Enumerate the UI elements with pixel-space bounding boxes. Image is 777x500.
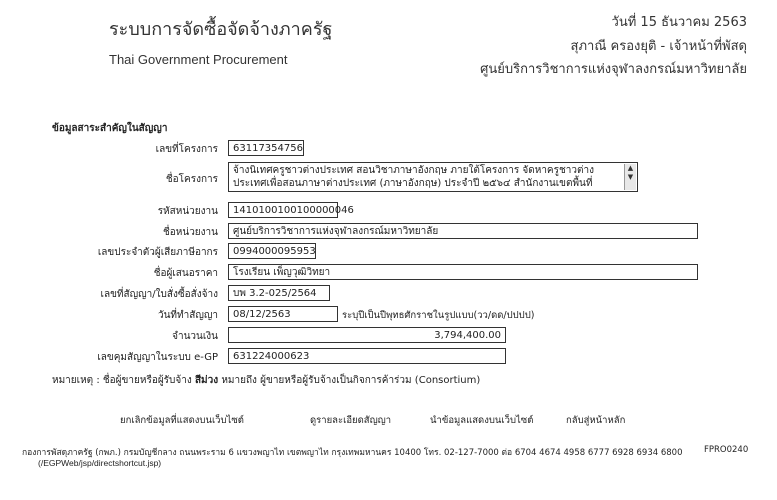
contract-date-label: วันที่ทำสัญญา bbox=[157, 310, 218, 321]
publish-link[interactable]: นำข้อมูลแสดงบนเว็บไซต์ bbox=[430, 415, 534, 426]
agency-code-field[interactable]: 1410100100100000046 bbox=[228, 202, 338, 218]
footer-code: FPRO0240 bbox=[704, 445, 749, 455]
tax-id-field[interactable]: 0994000095953 bbox=[228, 243, 316, 259]
amount-field[interactable]: 3,794,400.00 bbox=[228, 327, 506, 343]
agency-code-label: รหัสหน่วยงาน bbox=[157, 206, 218, 217]
project-name-textarea[interactable] bbox=[228, 162, 638, 192]
footer-path: (/EGPWeb/jsp/directshortcut.jsp) bbox=[38, 458, 162, 468]
footer-address: กองการพัสดุภาครัฐ (กพภ.) กรมบัญชีกลาง ถนนพระราม 6 แขวงพญาไท เขตพญาไท กรุงเทพมหานคร 10400 โทร. 02-127-7000 ต่อ 6704 4674 4958 6777 6928 6934 6800 bbox=[22, 448, 683, 458]
contract-no-field[interactable]: บพ 3.2-025/2564 bbox=[228, 285, 330, 301]
user-organization: ศูนย์บริการวิชาการแห่งจุฬาลงกรณ์มหาวิทยาลัย bbox=[480, 62, 747, 77]
contract-date-hint: ระบุปีเป็นปีพุทธศักราชในรูปแบบ(วว/ดด/ปปปป) bbox=[342, 310, 535, 321]
note-prefix: หมายเหตุ : ชื่อผู้ขายหรือผู้รับจ้าง bbox=[52, 375, 192, 386]
contract-no-label: เลขที่สัญญา/ใบสั่งซื้อสั่งจ้าง bbox=[100, 289, 218, 300]
project-name-value: จ้างนิเทศครูชาวต่างประเทศ สอนวิชาภาษาอังกฤษ ภายใต้โครงการ จัดหาครูชาวต่างประเทศเพื่อสอนภาษาต่างประเทศ (ภาษาอังกฤษ) ประจำปี ๒๕๖๔ สำนักงานเขตพื้นที่ bbox=[233, 165, 595, 189]
project-name-label: ชื่อโครงการ bbox=[165, 174, 218, 185]
project-no-field[interactable]: 63117354756 bbox=[228, 140, 304, 156]
system-title-english: Thai Government Procurement bbox=[109, 52, 288, 67]
note-highlight: สีม่วง bbox=[194, 375, 219, 386]
agency-name-label: ชื่อหน่วยงาน bbox=[162, 227, 218, 238]
project-no-label: เลขที่โครงการ bbox=[155, 144, 218, 155]
egp-no-field[interactable]: 631224000623 bbox=[228, 348, 506, 364]
amount-label: จำนวนเงิน bbox=[172, 331, 218, 342]
contract-date-field[interactable]: 08/12/2563 bbox=[228, 306, 338, 322]
bidder-field[interactable]: โรงเรียน เพ็ญวุฒิวิทยา bbox=[228, 264, 698, 280]
view-contract-link[interactable]: ดูรายละเอียดสัญญา bbox=[310, 415, 392, 426]
note-suffix: หมายถึง ผู้ขายหรือผู้รับจ้างเป็นกิจการค้าร่วม (Consortium) bbox=[221, 375, 481, 386]
bidder-label: ชื่อผู้เสนอราคา bbox=[153, 268, 218, 279]
home-link[interactable]: กลับสู่หน้าหลัก bbox=[566, 415, 626, 426]
tax-id-label: เลขประจำตัวผู้เสียภาษีอากร bbox=[97, 247, 218, 258]
egp-no-label: เลขคุมสัญญาในระบบ e-GP bbox=[97, 352, 218, 363]
cancel-publish-link[interactable]: ยกเลิกข้อมูลที่แสดงบนเว็บไซต์ bbox=[120, 415, 244, 426]
agency-name-field[interactable]: ศูนย์บริการวิชาการแห่งจุฬาลงกรณ์มหาวิทยาลัย bbox=[228, 223, 698, 239]
section-title: ข้อมูลสาระสำคัญในสัญญา bbox=[52, 123, 168, 134]
user-name: สุภาณี ครองยุติ - เจ้าหน้าที่พัสดุ bbox=[570, 39, 747, 54]
current-date: วันที่ 15 ธันวาคม 2563 bbox=[611, 15, 747, 30]
system-title-thai: ระบบการจัดซื้อจัดจ้างภาครัฐ bbox=[109, 19, 333, 40]
textarea-scrollbar[interactable]: ▲ ▼ bbox=[624, 164, 636, 190]
consortium-note bbox=[52, 373, 480, 388]
